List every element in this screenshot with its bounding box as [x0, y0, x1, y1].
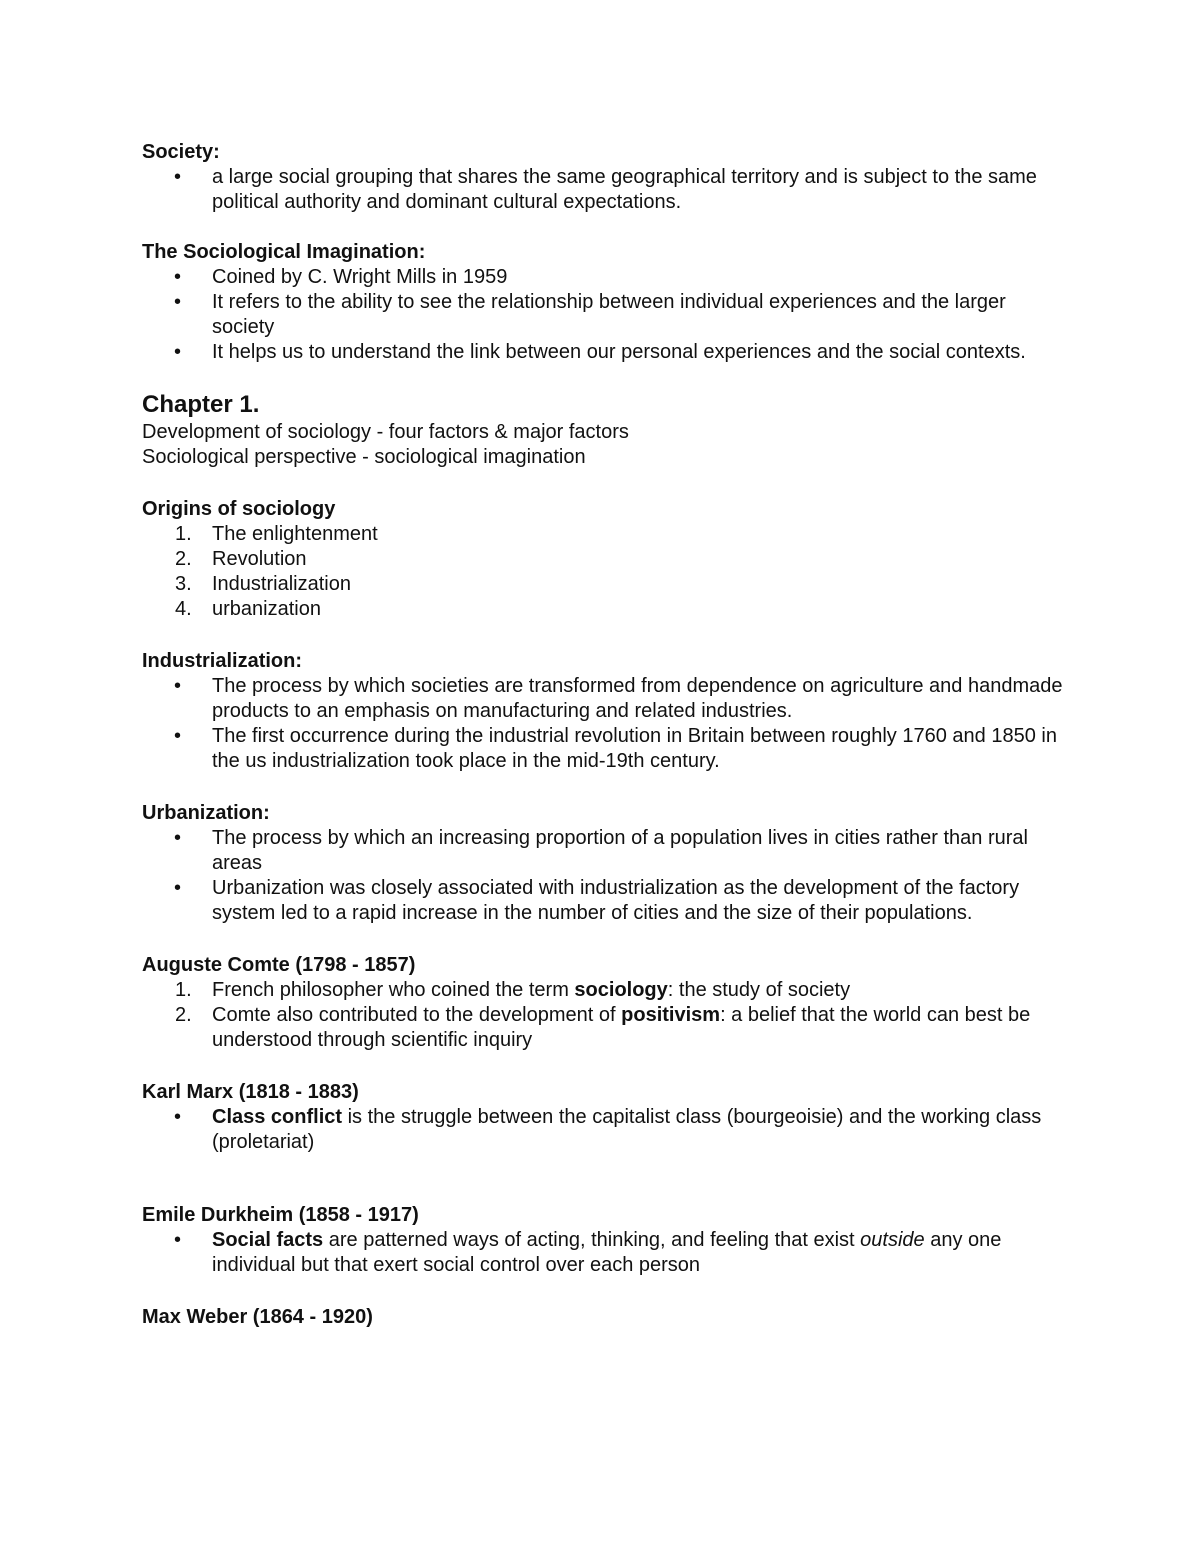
document-page — [142, 140, 1072, 1330]
list-item: • a large social grouping that shares the same geographical territory and is subject to the same political authority and dominant cultural expectations. — [142, 165, 1072, 215]
urbanization-heading: Urbanization: — [142, 802, 270, 824]
list-item: 4. urbanization — [175, 598, 321, 620]
imagination-heading: The Sociological Imagination: — [142, 241, 426, 263]
comte-list — [142, 978, 1072, 1053]
list-item: 1. French philosopher who coined the term sociology: the study of society — [175, 979, 851, 1001]
emphasis-outside: outside — [860, 1229, 925, 1251]
chapter-line: Sociological perspective - sociological imagination — [142, 446, 586, 468]
industrialization-heading: Industrialization: — [142, 650, 302, 672]
origins-list — [142, 522, 1072, 622]
society-list — [142, 165, 1072, 215]
list-item: • Class conflict is the struggle between the capitalist class (bourgeoisie) and the working class (proletariat) — [142, 1105, 1072, 1155]
chapter-line: Development of sociology - four factors & major factors — [142, 421, 629, 443]
chapter-title: Chapter 1. — [142, 391, 260, 418]
list-item: • It helps us to understand the link between our personal experiences and the social contexts. — [142, 340, 1072, 365]
durkheim-heading: Emile Durkheim (1858 - 1917) — [142, 1204, 419, 1226]
list-item: • Social facts are patterned ways of acting, thinking, and feeling that exist outside any one individual but that exert social control over each person — [142, 1228, 1072, 1278]
durkheim-list — [142, 1228, 1072, 1278]
industrialization-list — [142, 674, 1072, 774]
term-positivism: positivism — [621, 1004, 721, 1026]
list-item: 2. Comte also contributed to the development of positivism: a belief that the world can best be understood through scientific inquiry — [175, 1004, 1031, 1051]
list-item: • Urbanization was closely associated with industrialization as the development of the factory system led to a rapid increase in the number of cities and the size of their populations. — [142, 876, 1072, 926]
comte-heading: Auguste Comte (1798 - 1857) — [142, 954, 416, 976]
weber-heading: Max Weber (1864 - 1920) — [142, 1306, 373, 1328]
term-class-conflict: Class conflict — [212, 1106, 343, 1128]
list-item: • The process by which societies are transformed from dependence on agriculture and handmade products to an emphasis on manufacturing and related industries. — [142, 674, 1072, 724]
list-item: • The process by which an increasing proportion of a population lives in cities rather than rural areas — [142, 826, 1072, 876]
society-heading: Society: — [142, 141, 220, 163]
marx-list — [142, 1105, 1072, 1155]
list-item: • It refers to the ability to see the relationship between individual experiences and the larger society — [142, 290, 1072, 340]
origins-heading: Origins of sociology — [142, 498, 336, 520]
term-social-facts: Social facts — [212, 1229, 324, 1251]
list-item: • Coined by C. Wright Mills in 1959 — [142, 265, 1072, 290]
list-item: 1. The enlightenment — [175, 523, 378, 545]
urbanization-list — [142, 826, 1072, 926]
list-item: • The first occurrence during the industrial revolution in Britain between roughly 1760 and 1850 in the us industrialization took place in the mid-19th century. — [142, 724, 1072, 774]
term-sociology: sociology — [574, 979, 668, 1001]
list-item: 2. Revolution — [175, 548, 307, 570]
list-item: 3. Industrialization — [175, 573, 351, 595]
marx-heading: Karl Marx (1818 - 1883) — [142, 1081, 359, 1103]
imagination-list — [142, 265, 1072, 365]
